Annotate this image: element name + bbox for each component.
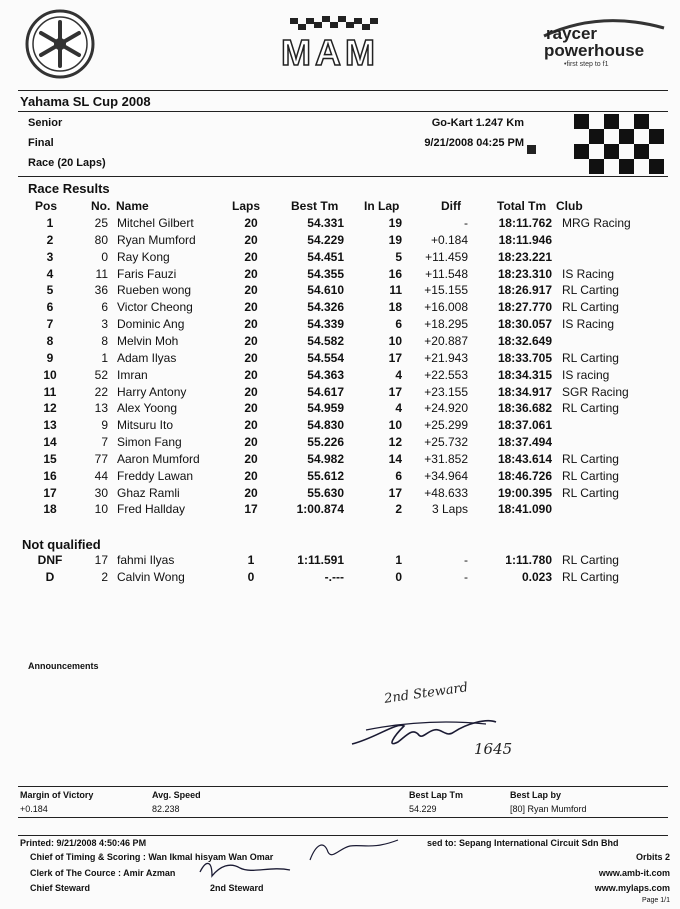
cell-inlap: 12 bbox=[388, 435, 402, 450]
cell-laps: 20 bbox=[244, 367, 258, 382]
result-row bbox=[0, 502, 680, 519]
cell-best: 55.226 bbox=[307, 435, 344, 450]
cell-inlap: 4 bbox=[395, 367, 402, 382]
cell-club: RL Carting bbox=[562, 300, 619, 315]
cell-no: 44 bbox=[94, 468, 108, 483]
result-row bbox=[0, 385, 680, 402]
cell-name: Ray Kong bbox=[117, 249, 170, 264]
speed-label: Avg. Speed bbox=[152, 790, 201, 800]
cell-club: RL Carting bbox=[562, 553, 619, 567]
best-lap-value: 54.229 bbox=[409, 804, 437, 814]
cell-club: RL Carting bbox=[562, 283, 619, 298]
cell-name: Mitsuru Ito bbox=[117, 418, 174, 433]
cell-no: 22 bbox=[94, 384, 108, 399]
cell-best: 54.830 bbox=[307, 418, 344, 433]
cell-name: Rueben wong bbox=[117, 283, 192, 298]
cell-laps: 0 bbox=[247, 570, 255, 584]
cell-name: Dominic Ang bbox=[117, 317, 185, 332]
cell-diff: +34.964 bbox=[424, 468, 468, 483]
cell-inlap: 10 bbox=[388, 333, 402, 348]
result-row bbox=[0, 317, 680, 334]
cell-inlap: 17 bbox=[388, 384, 402, 399]
sponsor-line2: powerhouse bbox=[544, 41, 645, 60]
cell-name: Faris Fauzi bbox=[117, 266, 177, 281]
cell-name: Ryan Mumford bbox=[117, 232, 196, 247]
result-row bbox=[0, 452, 680, 469]
cell-total: 18:32.649 bbox=[497, 333, 552, 348]
cell-laps: 20 bbox=[244, 418, 258, 433]
handwritten-note: 2nd Steward bbox=[383, 680, 469, 707]
cell-inlap: 17 bbox=[388, 350, 402, 365]
cell-total: 1:11.780 bbox=[505, 553, 552, 567]
col-name-header: Name bbox=[116, 199, 149, 213]
cell-diff: +0.184 bbox=[430, 232, 468, 247]
cell-pos: 13 bbox=[43, 418, 57, 433]
cell-name: Freddy Lawan bbox=[117, 468, 194, 483]
cell-best: 55.612 bbox=[307, 468, 344, 483]
cell-best: 54.363 bbox=[307, 367, 344, 382]
cell-pos: 7 bbox=[46, 317, 54, 332]
mam-logo-text: MAM bbox=[281, 32, 379, 73]
cell-total: 18:37.061 bbox=[497, 418, 552, 433]
cell-laps: 20 bbox=[244, 435, 258, 450]
chief-timing: Chief of Timing & Scoring : Wan Ikmal hisyam Wan Omar bbox=[30, 852, 274, 862]
best-lap-by-value: [80] Ryan Mumford bbox=[510, 804, 587, 814]
licensed-to: sed to: Sepang International Circuit Sdn Bhd bbox=[427, 838, 619, 848]
summary-rule bbox=[18, 786, 668, 787]
cell-pos: 2 bbox=[46, 232, 54, 247]
cell-no: 6 bbox=[101, 300, 108, 315]
col-inlap-header: In Lap bbox=[364, 199, 400, 213]
cell-best: 54.339 bbox=[307, 317, 344, 332]
cell-best: 54.554 bbox=[307, 350, 344, 365]
col-diff-header: Diff bbox=[441, 199, 461, 213]
cell-diff: - bbox=[464, 216, 468, 230]
cell-pos: 18 bbox=[43, 502, 57, 517]
cell-name: Harry Antony bbox=[117, 384, 187, 399]
best-lap-by-label: Best Lap by bbox=[510, 790, 562, 800]
cell-laps: 20 bbox=[244, 249, 258, 264]
result-row bbox=[0, 233, 680, 250]
info-rule bbox=[18, 176, 668, 177]
cell-diff: +48.633 bbox=[424, 485, 468, 500]
result-row bbox=[0, 469, 680, 486]
cell-laps: 20 bbox=[244, 300, 258, 315]
cell-inlap: 17 bbox=[388, 485, 402, 500]
cell-diff: - bbox=[464, 553, 468, 567]
cell-best: 54.229 bbox=[307, 232, 344, 247]
checkered-flag-icon bbox=[574, 114, 666, 174]
cell-pos: 10 bbox=[43, 367, 57, 382]
event-title: Yahama SL Cup 2008 bbox=[20, 94, 151, 109]
cell-no: 25 bbox=[94, 216, 108, 230]
cell-name: Alex Yoong bbox=[117, 401, 178, 416]
event-race: Race (20 Laps) bbox=[28, 157, 106, 169]
cell-club: RL Carting bbox=[562, 451, 619, 466]
cell-best: 55.630 bbox=[307, 485, 344, 500]
cell-inlap: 0 bbox=[395, 570, 402, 584]
cell-name: Mitchel Gilbert bbox=[117, 216, 194, 230]
cell-diff: +25.732 bbox=[424, 435, 468, 450]
speed-value: 82.238 bbox=[152, 804, 180, 814]
cell-no: 3 bbox=[101, 317, 108, 332]
cell-pos: 12 bbox=[43, 401, 57, 416]
cell-name: Aaron Mumford bbox=[117, 451, 200, 466]
cell-best: 54.331 bbox=[307, 216, 344, 230]
cell-total: 18:11.946 bbox=[498, 232, 552, 247]
cell-inlap: 1 bbox=[395, 553, 402, 567]
cell-inlap: 19 bbox=[388, 216, 402, 230]
col-total-header: Total Tm bbox=[497, 199, 547, 213]
cell-diff: +11.459 bbox=[425, 249, 468, 264]
cell-best: 54.982 bbox=[307, 451, 344, 466]
col-laps-header: Laps bbox=[232, 199, 261, 213]
cell-total: 18:30.057 bbox=[497, 317, 552, 332]
cell-best: 54.617 bbox=[307, 384, 344, 399]
cell-total: 18:46.726 bbox=[497, 468, 552, 483]
result-row bbox=[0, 486, 680, 503]
cell-best: 1:11.591 bbox=[297, 553, 344, 567]
col-best-header: Best Tm bbox=[291, 199, 339, 213]
cell-diff: +25.299 bbox=[424, 418, 468, 433]
cell-no: 9 bbox=[101, 418, 108, 433]
cell-no: 30 bbox=[94, 485, 108, 500]
cell-diff: +18.295 bbox=[424, 317, 468, 332]
result-row bbox=[0, 351, 680, 368]
result-row bbox=[0, 283, 680, 300]
footer-signatures bbox=[190, 830, 420, 908]
second-steward: 2nd Steward bbox=[210, 883, 264, 893]
cell-pos: 3 bbox=[46, 249, 54, 264]
cell-club: IS racing bbox=[562, 367, 610, 382]
cell-no: 2 bbox=[101, 570, 108, 584]
header-rule bbox=[18, 90, 668, 91]
not-qualified-row bbox=[0, 570, 680, 587]
cell-total: 18:41.090 bbox=[497, 502, 552, 517]
cell-pos: 8 bbox=[46, 333, 54, 348]
cell-pos: 11 bbox=[43, 384, 57, 399]
cell-laps: 17 bbox=[244, 502, 258, 517]
page-number: Page 1/1 bbox=[641, 897, 670, 904]
printed-stamp: Printed: 9/21/2008 4:50:46 PM bbox=[20, 838, 147, 848]
cell-diff: +20.887 bbox=[424, 333, 468, 348]
cell-diff: +24.920 bbox=[424, 401, 468, 416]
cell-total: 18:27.770 bbox=[497, 300, 552, 315]
cell-no: 7 bbox=[101, 435, 108, 450]
cell-total: 18:37.494 bbox=[497, 435, 552, 450]
url-amb: www.amb-it.com bbox=[598, 868, 670, 878]
raycer-powerhouse-logo bbox=[528, 16, 668, 72]
cell-laps: 20 bbox=[244, 401, 258, 416]
cell-pos: DNF bbox=[37, 553, 63, 567]
cell-total: 18:23.310 bbox=[497, 266, 552, 281]
event-category: Senior bbox=[28, 117, 63, 129]
cell-inlap: 4 bbox=[395, 401, 402, 416]
cell-total: 18:33.705 bbox=[497, 350, 552, 365]
cell-laps: 20 bbox=[244, 468, 258, 483]
title-rule bbox=[18, 111, 668, 112]
cell-name: Calvin Wong bbox=[117, 570, 185, 584]
cell-inlap: 14 bbox=[388, 451, 402, 466]
cell-best: 54.959 bbox=[307, 401, 344, 416]
summary-bottom-rule bbox=[18, 817, 668, 818]
result-row bbox=[0, 418, 680, 435]
cell-pos: 16 bbox=[43, 468, 57, 483]
cell-total: 0.023 bbox=[521, 570, 552, 584]
cell-total: 18:43.614 bbox=[497, 451, 552, 466]
race-results-title: Race Results bbox=[28, 181, 110, 196]
cell-laps: 1 bbox=[247, 553, 255, 567]
cell-best: 54.326 bbox=[307, 300, 344, 315]
cell-laps: 20 bbox=[244, 384, 258, 399]
cell-no: 0 bbox=[101, 249, 108, 264]
cell-diff: 3 Laps bbox=[431, 502, 468, 517]
cell-no: 77 bbox=[94, 451, 108, 466]
cell-laps: 20 bbox=[244, 216, 258, 230]
cell-diff: +16.008 bbox=[424, 300, 468, 315]
cell-inlap: 19 bbox=[388, 232, 402, 247]
cell-name: Adam Ilyas bbox=[117, 350, 177, 365]
cell-club: MRG Racing bbox=[562, 216, 631, 230]
cell-best: 54.355 bbox=[307, 266, 344, 281]
cell-pos: D bbox=[45, 570, 55, 584]
cell-laps: 20 bbox=[244, 333, 258, 348]
cell-diff: +31.852 bbox=[424, 451, 468, 466]
cell-laps: 20 bbox=[244, 232, 258, 247]
cell-no: 10 bbox=[94, 502, 108, 517]
cell-no: 36 bbox=[94, 283, 108, 298]
cell-pos: 9 bbox=[46, 350, 54, 365]
cell-best: 54.582 bbox=[307, 333, 344, 348]
cell-club: IS Racing bbox=[562, 266, 615, 281]
cell-pos: 15 bbox=[43, 451, 57, 466]
cell-best: 1:00.874 bbox=[296, 502, 344, 517]
cell-club: RL Carting bbox=[562, 485, 619, 500]
cell-no: 52 bbox=[94, 367, 108, 382]
col-pos-header: Pos bbox=[35, 199, 58, 213]
cell-diff: +22.553 bbox=[424, 367, 468, 382]
cell-total: 18:36.682 bbox=[497, 401, 552, 416]
event-datetime: 9/21/2008 04:25 PM bbox=[424, 137, 524, 149]
status-square bbox=[527, 145, 536, 154]
cell-name: Victor Cheong bbox=[117, 300, 193, 315]
cell-pos: 14 bbox=[43, 435, 57, 450]
cell-name: Fred Hallday bbox=[117, 502, 186, 517]
cell-inlap: 18 bbox=[388, 300, 402, 315]
cell-inlap: 16 bbox=[388, 266, 402, 281]
cell-diff: +23.155 bbox=[424, 384, 468, 399]
cell-club: RL Carting bbox=[562, 468, 619, 483]
cell-laps: 20 bbox=[244, 485, 258, 500]
cell-name: Imran bbox=[117, 367, 148, 382]
best-lap-label: Best Lap Tm bbox=[409, 790, 464, 800]
cell-laps: 20 bbox=[244, 317, 258, 332]
result-row bbox=[0, 250, 680, 267]
cell-no: 13 bbox=[94, 401, 108, 416]
result-row bbox=[0, 216, 680, 233]
cell-no: 1 bbox=[101, 350, 108, 365]
track-name: Go-Kart 1.247 Km bbox=[431, 117, 524, 129]
cell-total: 18:23.221 bbox=[497, 249, 552, 264]
cell-inlap: 6 bbox=[395, 468, 402, 483]
handwritten-time: 1645 bbox=[474, 740, 513, 758]
mam-logo bbox=[250, 14, 410, 73]
sponsor-line1: raycer bbox=[546, 24, 598, 43]
cell-inlap: 2 bbox=[395, 502, 402, 517]
cell-no: 11 bbox=[95, 266, 108, 281]
cell-best: -.--- bbox=[324, 570, 344, 584]
cell-laps: 20 bbox=[244, 350, 258, 365]
cell-club: RL Carting bbox=[562, 401, 619, 416]
cell-diff: +11.548 bbox=[425, 266, 468, 281]
cell-no: 8 bbox=[101, 333, 108, 348]
cell-total: 18:34.315 bbox=[497, 367, 552, 382]
cell-pos: 1 bbox=[46, 216, 54, 230]
col-no-header: No. bbox=[91, 199, 111, 213]
orbits-version: Orbits 2 bbox=[635, 852, 670, 862]
cell-pos: 17 bbox=[43, 485, 57, 500]
cell-inlap: 5 bbox=[395, 249, 402, 264]
result-row bbox=[0, 334, 680, 351]
cell-club: RL Carting bbox=[562, 350, 619, 365]
cell-name: fahmi Ilyas bbox=[117, 553, 175, 567]
cell-name: Melvin Moh bbox=[117, 333, 179, 348]
col-club-header: Club bbox=[556, 199, 583, 213]
cell-name: Simon Fang bbox=[117, 435, 182, 450]
cell-laps: 20 bbox=[244, 266, 258, 281]
cell-diff: +15.155 bbox=[424, 283, 468, 298]
cell-club: RL Carting bbox=[562, 570, 619, 584]
cell-pos: 5 bbox=[46, 283, 54, 298]
url-mylaps: www.mylaps.com bbox=[594, 883, 670, 893]
cell-best: 54.451 bbox=[307, 249, 344, 264]
cell-laps: 20 bbox=[244, 451, 258, 466]
cell-inlap: 6 bbox=[395, 317, 402, 332]
cell-total: 18:11.762 bbox=[498, 216, 552, 230]
result-row bbox=[0, 435, 680, 452]
cell-total: 18:26.917 bbox=[497, 283, 552, 298]
event-session: Final bbox=[28, 137, 54, 149]
chief-steward: Chief Steward bbox=[30, 883, 91, 893]
cell-diff: - bbox=[464, 570, 468, 584]
margin-label: Margin of Victory bbox=[20, 790, 94, 800]
cell-diff: +21.943 bbox=[424, 350, 468, 365]
clerk-of-course: Clerk of The Cource : Amir Azman bbox=[30, 868, 176, 878]
cell-total: 18:34.917 bbox=[497, 384, 552, 399]
result-row bbox=[0, 368, 680, 385]
cell-inlap: 10 bbox=[388, 418, 402, 433]
cell-pos: 4 bbox=[46, 266, 54, 281]
result-row bbox=[0, 267, 680, 284]
cell-no: 80 bbox=[94, 232, 108, 247]
margin-value: +0.184 bbox=[20, 804, 48, 814]
cell-club: SGR Racing bbox=[562, 384, 629, 399]
yamaha-logo bbox=[24, 8, 96, 80]
announcements-label: Announcements bbox=[28, 661, 99, 671]
sponsor-tagline: •first step to f1 bbox=[564, 61, 609, 68]
cell-laps: 20 bbox=[244, 283, 258, 298]
result-row bbox=[0, 401, 680, 418]
not-qualified-title: Not qualified bbox=[22, 537, 101, 552]
cell-inlap: 11 bbox=[389, 283, 402, 298]
not-qualified-row bbox=[0, 553, 680, 570]
cell-total: 19:00.395 bbox=[497, 485, 552, 500]
cell-club: IS Racing bbox=[562, 317, 615, 332]
cell-pos: 6 bbox=[46, 300, 54, 315]
cell-best: 54.610 bbox=[307, 283, 344, 298]
cell-name: Ghaz Ramli bbox=[117, 485, 180, 500]
result-row bbox=[0, 300, 680, 317]
cell-no: 17 bbox=[94, 553, 108, 567]
